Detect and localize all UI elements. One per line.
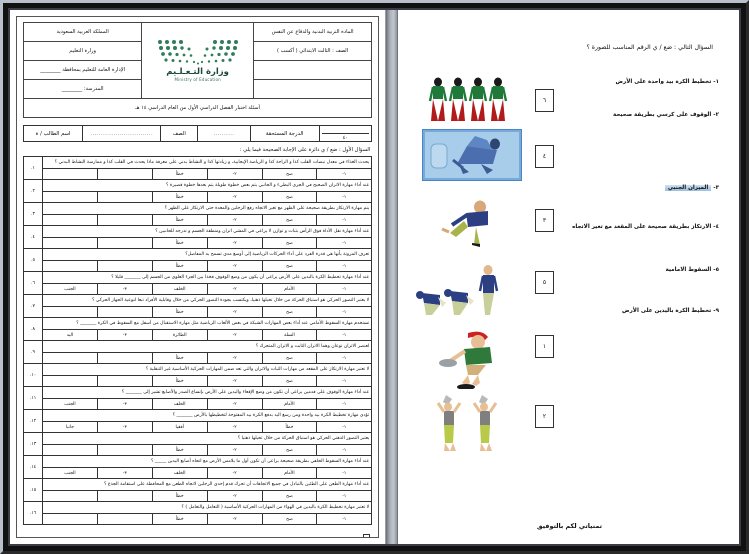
page-gutter-scrollbar[interactable] xyxy=(386,10,398,544)
question-number: ٥. xyxy=(24,249,43,272)
answers-row xyxy=(24,215,372,226)
option-value-c[interactable]: الجنب xyxy=(43,399,98,410)
option-value-c[interactable]: الجنب xyxy=(43,468,98,479)
option-value-b[interactable]: خطأ xyxy=(152,238,207,249)
option-label-b: ٢- xyxy=(207,284,262,295)
question-number: ١٣. xyxy=(24,433,43,456)
question-number: ١٤. xyxy=(24,456,43,479)
student-info-table xyxy=(23,125,372,142)
student-info-row xyxy=(24,126,372,142)
total-mark-cell xyxy=(319,126,372,142)
question-number: ١٦. xyxy=(24,502,43,525)
answer-box-6[interactable]: ٢ xyxy=(535,405,554,428)
question-row xyxy=(24,272,372,284)
option-label-c xyxy=(97,261,152,272)
option-label-c xyxy=(97,353,152,364)
option-label-c xyxy=(97,307,152,318)
answers-row xyxy=(24,514,372,525)
answers-row xyxy=(24,376,372,387)
answers-row xyxy=(24,353,372,364)
question-text: يتم مهارة الارتكاز بطريقة صحيحة على الظهر مع تغير الاتجاه رفع الرجلين والمعدة حتى الارتكاز على الظهر ؟ xyxy=(43,203,372,215)
answers-row xyxy=(24,468,372,479)
option-label-a: ١- xyxy=(317,491,372,502)
total-mark-top-blank xyxy=(322,126,370,134)
answers-row xyxy=(24,491,372,502)
matching-item-5-num: ٥- xyxy=(713,267,719,273)
answers-row xyxy=(24,192,372,203)
option-value-b[interactable]: خطأ xyxy=(152,491,207,502)
option-label-b: ٢- xyxy=(207,422,262,433)
matching-item-5-label: السقوط الامامية xyxy=(665,267,712,273)
picture-child-dribbling-ball xyxy=(438,329,514,393)
matching-item-3 xyxy=(665,185,719,191)
question-number: ١٠. xyxy=(24,364,43,387)
option-value-b[interactable]: خطأ xyxy=(152,376,207,387)
option-label-a: ١- xyxy=(317,192,372,203)
option-label-b: ٢- xyxy=(207,399,262,410)
matching-item-4-label: الارتكاز بطريقة صحيحة على المقعد مع تغير الاتجاه xyxy=(572,224,712,230)
option-label-b: ٢- xyxy=(207,353,262,364)
option-label-a: ١- xyxy=(317,514,372,525)
question-number: ٣. xyxy=(24,203,43,226)
checkbox-icon xyxy=(363,534,370,538)
question-number: ٦. xyxy=(24,272,43,295)
option-label-c: ٣- xyxy=(97,422,152,433)
header-row-title xyxy=(24,99,372,118)
question-text: لا يعتبر التصور الحركي هو استباق الحركة من خلال تخيلها ذهنيا، ويكتسب بجودة التصور الحركي من خلال وقابلية الأفراد تبعا لنوعية الجهاز الحركي ؟ xyxy=(43,295,372,307)
question-text: يحدث الغذاء في معدل نبضات القلب كذا و الراحة كذا و الرياضة الإيجابية، و زيادتها كذا و النشاط بدني على معرفة ماذا يحدث في القلب كذا و ممارسة النشاط البدني ؟ xyxy=(43,157,372,169)
option-label-a: ١- xyxy=(317,445,372,456)
question-row xyxy=(24,203,372,215)
option-value-c[interactable]: جانبا xyxy=(43,422,98,433)
class-value-field[interactable]: .......... xyxy=(198,126,251,142)
option-empty-c xyxy=(43,307,98,318)
question-text: عند أداء مهارة الطعن على الطئين بالتبادل في جميع الاتجاهات أن تحرك قدم إحدى الرجلين لاتجاه الطعن مع المحافظة على استقامة الجذع ؟ xyxy=(43,479,372,491)
exam-title: أسئلة اختبار الفصل الدراسي الأول من العام الدراسي ١٤ هـ xyxy=(24,99,372,118)
question-row xyxy=(24,364,372,376)
question-row xyxy=(24,387,372,399)
option-value-b[interactable]: خطأ xyxy=(152,514,207,525)
option-label-a: ١- xyxy=(317,169,372,180)
questions-table xyxy=(23,156,372,525)
option-label-a: ١- xyxy=(317,284,372,295)
total-mark-value: ٤٠ xyxy=(342,134,349,141)
option-label-c: ٣- xyxy=(97,399,152,410)
option-empty-c xyxy=(43,514,98,525)
question-row xyxy=(24,341,372,353)
question-text: لعنصر الاتزان نوعان وهما الاتزان الثابت و الاتزان المتحرك ؟ xyxy=(43,341,372,353)
option-label-a: ١- xyxy=(317,399,372,410)
option-label-c xyxy=(97,445,152,456)
option-value-b[interactable]: خطأ xyxy=(152,169,207,180)
option-label-b: ٢- xyxy=(207,514,262,525)
matching-page-content xyxy=(408,18,731,536)
question-number: ١٢. xyxy=(24,410,43,433)
question-number: ٩. xyxy=(24,341,43,364)
option-label-b: ٢- xyxy=(207,192,262,203)
question-number: ٤. xyxy=(24,226,43,249)
option-value-b[interactable]: الخلف xyxy=(152,399,207,410)
answers-row xyxy=(24,261,372,272)
option-value-a[interactable]: صح xyxy=(262,353,317,364)
class-label: الصف xyxy=(161,126,198,142)
question-text: عند أداء مهارة نقل الأداة فوق الرأس بثبات و توازن لا يراعى في المشي اتزان ومنطقة الجسم و تدرجه للجانبين ؟ xyxy=(43,226,372,238)
option-value-a[interactable]: الأمام xyxy=(262,284,317,295)
option-value-a[interactable]: صح xyxy=(262,169,317,180)
picture-two-children-handstand xyxy=(432,393,512,459)
matching-item-1 xyxy=(615,79,719,85)
option-empty-c xyxy=(43,353,98,364)
picture-child-front-scale-balance xyxy=(436,199,506,253)
pages-container xyxy=(10,10,739,544)
header-country: المملكة العربية السعودية xyxy=(24,23,142,42)
option-label-b: ٢- xyxy=(207,330,262,341)
option-value-b[interactable]: الخلف xyxy=(152,468,207,479)
header-blank-2 xyxy=(253,80,371,99)
option-label-c: ٣- xyxy=(97,284,152,295)
option-label-b: ٢- xyxy=(207,491,262,502)
option-value-c[interactable]: الجنب xyxy=(43,284,98,295)
question-row xyxy=(24,318,372,330)
question-text: لا تعتبر مهارة تخطيط الكرة باليدين في الهواء من المهارات الحركية الأساسية ( التعامل والتعامل ) ؟ xyxy=(43,502,372,514)
question-one-heading: السؤال الأول : ضع / ي دائرة على الإجابة الصحيحة فيما يلي : xyxy=(239,147,371,153)
option-value-a[interactable]: الأمام xyxy=(262,399,317,410)
answer-box-5[interactable]: ١ xyxy=(535,335,554,358)
question-text: تعرف المرونة بأنها هي قدرة الفرد على أداء الحركات الرياضية إلى أوسع مدى تسمح به المفاصل؟ xyxy=(43,249,372,261)
picture-child-sitting-on-chair xyxy=(422,129,522,181)
option-label-b: ٢- xyxy=(207,261,262,272)
question-row xyxy=(24,295,372,307)
matching-body xyxy=(408,67,731,497)
option-empty-c xyxy=(43,376,98,387)
option-value-b[interactable]: خطأ xyxy=(152,353,207,364)
option-label-c xyxy=(97,215,152,226)
option-label-b: ٢- xyxy=(207,307,262,318)
question-number: ١٥. xyxy=(24,479,43,502)
option-value-b[interactable]: خطأ xyxy=(152,307,207,318)
option-label-a: ١- xyxy=(317,261,372,272)
option-empty-c xyxy=(43,169,98,180)
question-text: عند أداء مهارة السقوط الخلفي بطريقة صحيحة يراعى أن تكون أول ما يلامس الأرض مع اتجاه أصابع اليدين _____ ؟ xyxy=(43,456,372,468)
question-number: ٨. xyxy=(24,318,43,341)
option-label-a: ١- xyxy=(317,468,372,479)
matching-item-9 xyxy=(622,308,719,314)
option-value-b[interactable]: خطأ xyxy=(152,445,207,456)
logo-arabic-text: وزارة التـعـلـيم xyxy=(166,67,229,78)
matching-item-2-num: ٢- xyxy=(713,112,719,118)
option-label-b: ٢- xyxy=(207,215,262,226)
matching-item-9-num: ٩- xyxy=(713,308,719,314)
option-empty-c xyxy=(43,445,98,456)
header-directorate: الإدارة العامة للتعليم بمحافظة ________ xyxy=(24,61,142,80)
option-empty-c xyxy=(43,261,98,272)
header-ministry: وزارة التعليم xyxy=(24,42,142,61)
header-blank-1 xyxy=(253,61,371,80)
option-label-c: ٣- xyxy=(97,468,152,479)
question-row xyxy=(24,479,372,491)
option-value-a[interactable]: صح xyxy=(262,491,317,502)
answers-row xyxy=(24,330,372,341)
matching-item-9-label: تخطيط الكرة باليدين على الأرض xyxy=(622,308,712,314)
answers-row xyxy=(24,422,372,433)
matching-item-3-num: ٣- xyxy=(713,185,719,191)
option-label-a: ١- xyxy=(317,422,372,433)
option-value-a[interactable]: صح xyxy=(262,307,317,318)
option-label-b: ٢- xyxy=(207,376,262,387)
question-text: عند أداء مهارة الوقوف على قدمين يراعى أن تكون من وضع الإقعاء واليدين على الأرض بإتساع الصدر والأصابع تشير إلى _______ ؟ xyxy=(43,387,372,399)
answers-row xyxy=(24,169,372,180)
exam-header-table xyxy=(23,22,372,118)
answers-row xyxy=(24,238,372,249)
matching-item-2-label: الوقوف على كرسي بطريقة صحيحة xyxy=(612,112,712,118)
page-matching xyxy=(398,10,739,544)
option-value-a[interactable]: صح xyxy=(262,215,317,226)
option-value-a[interactable]: السلة xyxy=(262,330,317,341)
option-value-a[interactable]: صح xyxy=(262,376,317,387)
question-row xyxy=(24,410,372,422)
question-number: ١١. xyxy=(24,387,43,410)
question-number: ٢. xyxy=(24,180,43,203)
sheet-end-marker xyxy=(23,529,372,538)
option-value-a[interactable]: الأمام xyxy=(262,468,317,479)
matching-item-4-num: ٤- xyxy=(713,224,719,230)
option-value-a[interactable]: خطأ xyxy=(262,422,317,433)
header-row-1 xyxy=(24,23,372,42)
answer-box-4[interactable]: ٥ xyxy=(535,271,554,294)
option-empty-c xyxy=(43,491,98,502)
option-value-b[interactable]: خطأ xyxy=(152,192,207,203)
header-subject: المادة التربية البدنية والدفاع عن النفس xyxy=(253,23,371,42)
answer-box-2[interactable]: ٤ xyxy=(535,145,554,168)
question-row xyxy=(24,456,372,468)
question-text: لا تعتبر مهارة الارتكاز على المقعد من مهارات الثبات والاتزان والتي تعد ضمن المهارات الحركية الأساسية غير التنقلية ؟ xyxy=(43,364,372,376)
question-text: عند أداء مهارة تخطيط الكرة بالبدين على الأرض يراعى أن يكون من وضع الوقوف فخذا بين الجزء العلوي من الجسم إلى _______ قليلا ؟ xyxy=(43,272,372,284)
question-row xyxy=(24,180,372,192)
option-value-a[interactable]: صح xyxy=(262,238,317,249)
matching-title: السؤال التالي : ضع / ي الرقم المناسب للصورة ؟ xyxy=(586,44,713,51)
option-label-b: ٢- xyxy=(207,169,262,180)
logo-dots-icon xyxy=(155,39,241,67)
option-value-b[interactable]: خطأ xyxy=(152,261,207,272)
exam-sheet-border xyxy=(16,16,379,538)
option-label-b: ٢- xyxy=(207,445,262,456)
matching-item-2 xyxy=(613,112,719,118)
option-value-a[interactable]: صح xyxy=(262,514,317,525)
question-text: تؤدي مهارة تخطيط الكرة بيد واحدة ومن رسغ اليد بدفع الكرة بيد المفتوحة لتخطيطها بالأرض _______ ؟ xyxy=(43,410,372,422)
option-value-b[interactable]: أفقيا xyxy=(152,422,207,433)
question-row xyxy=(24,502,372,514)
answers-row xyxy=(24,445,372,456)
answers-row xyxy=(24,399,372,410)
option-value-a[interactable]: صح xyxy=(262,445,317,456)
option-value-b[interactable]: خطأ xyxy=(152,215,207,226)
option-label-a: ١- xyxy=(317,307,372,318)
questions-body xyxy=(24,157,372,525)
earned-grade-label: الدرجة المستحقة xyxy=(250,126,319,142)
answers-row xyxy=(24,307,372,318)
matching-item-1-num: ١- xyxy=(713,79,719,85)
matching-item-5 xyxy=(666,267,720,273)
total-mark-split xyxy=(322,126,370,141)
option-label-c xyxy=(97,514,152,525)
answer-box-3[interactable]: ٣ xyxy=(535,209,554,232)
option-label-a: ١- xyxy=(317,215,372,226)
option-label-a: ١- xyxy=(317,330,372,341)
option-label-b: ٢- xyxy=(207,238,262,249)
question-text: تستخدم مهارة السقوط الأمامي عند أداء بعض المهارات الشبكة في بعض الألعاب الرياضية مثل مهارة الاستقبال من أسفل مع السقوط في الكرة _______ ؟ xyxy=(43,318,372,330)
question-row xyxy=(24,249,372,261)
answers-row xyxy=(24,284,372,295)
ministry-logo xyxy=(145,39,250,82)
option-label-c xyxy=(97,376,152,387)
option-label-a: ١- xyxy=(317,238,372,249)
question-text: عند أداء مهارة الاتزان الصحيح في الجري البطيء و الجانبي يتم بعض خطوة طويلة يتم بعدها خطوة قصيرة ؟ xyxy=(43,180,372,192)
logo-english-text: Ministry of Education xyxy=(174,76,221,82)
matching-footer: تمنياتي لكم بالتوفيق xyxy=(536,522,603,530)
option-empty-c xyxy=(43,215,98,226)
option-label-a: ١- xyxy=(317,353,372,364)
matching-item-3-label: الميزان الجنبي xyxy=(665,185,711,191)
option-value-a[interactable]: صح xyxy=(262,261,317,272)
question-text: يعتبر التصور الذهني الحركي هو استباق الحركة من خلال تخيلها ذهنيا ؟ xyxy=(43,433,372,445)
option-label-c xyxy=(97,491,152,502)
picture-four-athletes-red-green xyxy=(428,77,514,127)
option-value-c[interactable]: اليد xyxy=(43,330,98,341)
header-school: المدرسة: ________ xyxy=(24,80,142,99)
matching-item-1-label: تخطيط الكرة بيد واحدة على الأرض xyxy=(615,79,712,85)
student-name-field[interactable]: .............................. xyxy=(83,126,161,142)
option-label-c xyxy=(97,169,152,180)
question-row xyxy=(24,226,372,238)
answer-box-1[interactable]: ٦ xyxy=(535,89,554,112)
option-label-c xyxy=(97,238,152,249)
question-number: ٧. xyxy=(24,295,43,318)
header-class: الصف : الثالث الابتدائي ( أكسب ) xyxy=(253,42,371,61)
question-number: ١. xyxy=(24,157,43,180)
option-empty-c xyxy=(43,192,98,203)
option-empty-c xyxy=(43,238,98,249)
page-exam-sheet xyxy=(10,10,386,544)
question-row xyxy=(24,157,372,169)
document-canvas xyxy=(8,8,741,546)
matching-item-4 xyxy=(572,224,719,230)
ministry-logo-cell xyxy=(142,23,254,99)
question-row xyxy=(24,433,372,445)
option-value-b[interactable]: الطائرة xyxy=(152,330,207,341)
picture-children-crawling-sequence xyxy=(416,263,512,323)
option-value-b[interactable]: الخلف xyxy=(152,284,207,295)
student-name-label: اسم الطالب / ة xyxy=(24,126,83,142)
option-label-c xyxy=(97,192,152,203)
option-value-a[interactable]: صح xyxy=(262,192,317,203)
option-label-a: ١- xyxy=(317,376,372,387)
option-label-b: ٢- xyxy=(207,468,262,479)
option-label-c: ٣- xyxy=(97,330,152,341)
